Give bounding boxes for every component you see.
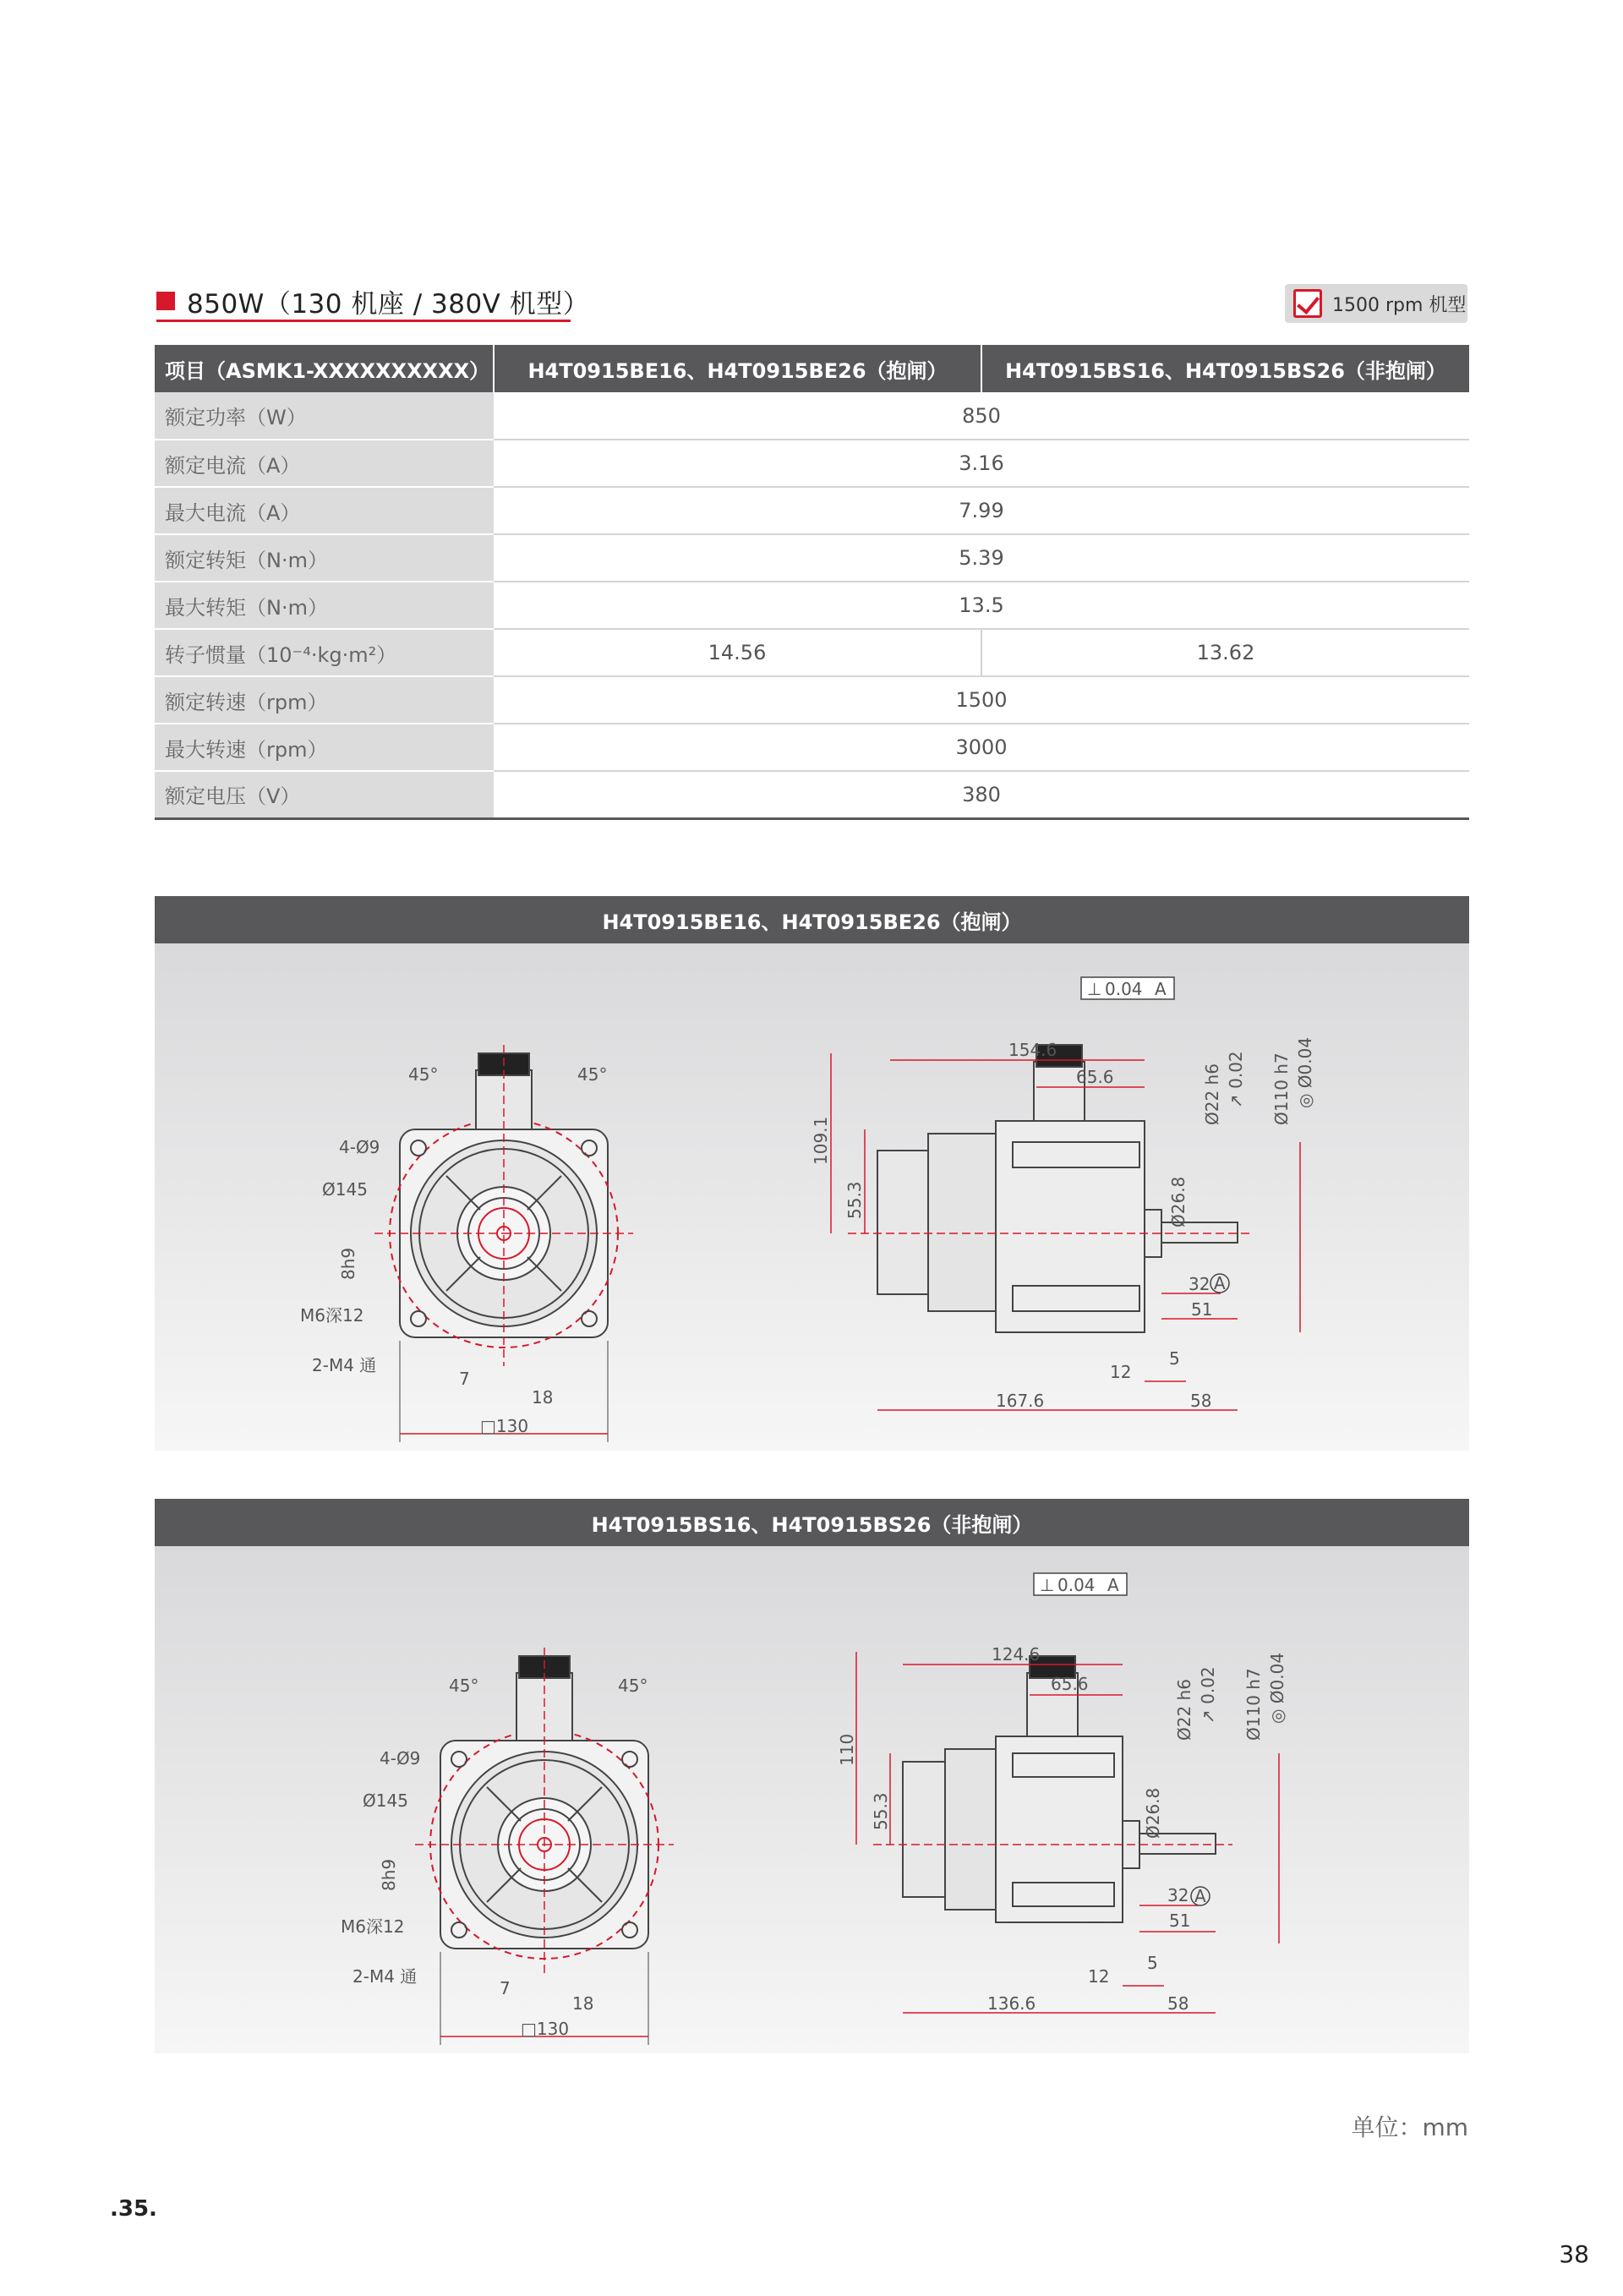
row-label: 最大转速（rpm） xyxy=(155,724,494,771)
side-runout: ↗ 0.02 xyxy=(1226,1051,1246,1108)
front-d18: 18 xyxy=(572,1993,594,2014)
row-value: 1500 xyxy=(494,676,1469,724)
diagram-brake xyxy=(155,896,1469,1451)
diagram-nobrake xyxy=(155,1499,1469,2053)
side-datum-circle: A xyxy=(1214,1273,1226,1293)
side-body-len: 136.6 xyxy=(987,1993,1036,2014)
diagram-nobrake-drawing xyxy=(155,1546,1469,2053)
side-runout: ↗ 0.02 xyxy=(1198,1666,1218,1724)
row-label: 额定电流（A） xyxy=(155,440,494,487)
row-value-nobrake: 13.62 xyxy=(981,629,1469,676)
front-view xyxy=(374,1045,633,1442)
table-row xyxy=(155,771,1469,818)
side-perp-val: 0.04 xyxy=(1105,979,1143,999)
side-len-conn: 65.6 xyxy=(1051,1674,1089,1694)
side-perp: ⊥ xyxy=(1087,979,1102,999)
side-datum: A xyxy=(1155,979,1167,999)
side-datum-circle: A xyxy=(1194,1886,1206,1906)
row-label: 额定转速（rpm） xyxy=(155,676,494,724)
row-value: 7.99 xyxy=(494,487,1469,534)
front-tap: M6深12 xyxy=(341,1916,405,1937)
row-value: 3000 xyxy=(494,724,1469,771)
row-label: 额定功率（W） xyxy=(155,392,494,440)
row-value: 3.16 xyxy=(494,440,1469,487)
row-value: 850 xyxy=(494,392,1469,440)
row-value: 13.5 xyxy=(494,582,1469,629)
side-h-total: 109.1 xyxy=(811,1116,831,1165)
checkbox-icon xyxy=(1293,289,1322,318)
row-label: 额定转矩（N·m） xyxy=(155,534,494,582)
spec-table xyxy=(155,345,1469,820)
front-pilot: 8h9 xyxy=(379,1858,399,1891)
side-d5: 5 xyxy=(1147,1953,1158,1973)
side-shaft-key: Ø26.8 xyxy=(1143,1787,1163,1839)
front-d7: 7 xyxy=(500,1978,511,1998)
side-conc: ◎ Ø0.04 xyxy=(1295,1036,1315,1108)
title-marker-icon xyxy=(156,292,175,310)
side-h-half: 55.3 xyxy=(844,1181,865,1219)
row-value: 5.39 xyxy=(494,534,1469,582)
front-pcd: Ø145 xyxy=(322,1179,368,1200)
side-body-len: 167.6 xyxy=(996,1391,1045,1411)
side-shaft-key: Ø26.8 xyxy=(1168,1176,1189,1227)
side-view xyxy=(856,1573,1279,2013)
rpm-badge-text: 1500 rpm 机型 xyxy=(1332,294,1467,316)
side-view xyxy=(831,977,1300,1410)
row-label: 转子惯量（10⁻⁴·kg·m²） xyxy=(155,629,494,676)
diagram-brake-panel xyxy=(155,943,1469,1451)
diagram-brake-drawing xyxy=(155,943,1469,1451)
table-row xyxy=(155,629,1469,676)
diagram-nobrake-panel xyxy=(155,1546,1469,2053)
diagram-nobrake-title: H4T0915BS16、H4T0915BS26（非抱闸） xyxy=(155,1499,1469,1546)
title-underline xyxy=(156,320,571,322)
side-h-half: 55.3 xyxy=(871,1792,891,1830)
side-shaft-d: Ø22 h6 xyxy=(1174,1679,1194,1741)
row-label: 最大电流（A） xyxy=(155,487,494,534)
side-shaft-len: 51 xyxy=(1191,1299,1213,1320)
spec-table-header xyxy=(155,345,1469,392)
front-d18: 18 xyxy=(532,1387,554,1408)
side-datum: A xyxy=(1107,1575,1119,1595)
table-row xyxy=(155,392,1469,440)
front-holes: 4-Ø9 xyxy=(380,1748,421,1768)
side-conc: ◎ Ø0.04 xyxy=(1267,1652,1287,1724)
side-key-len: 32 xyxy=(1167,1885,1189,1905)
side-shaft-len: 51 xyxy=(1169,1911,1191,1931)
spec-header-item: 项目（ASMK1-XXXXXXXXXX） xyxy=(155,345,494,392)
side-flange-d: Ø110 h7 xyxy=(1243,1668,1264,1741)
side-d12: 12 xyxy=(1110,1362,1132,1382)
side-d58: 58 xyxy=(1190,1391,1212,1411)
side-perp: ⊥ xyxy=(1040,1575,1055,1595)
unit-label: 单位：mm xyxy=(1351,2113,1468,2141)
side-h-total: 110 xyxy=(837,1733,857,1766)
side-d58: 58 xyxy=(1167,1993,1189,2014)
front-angle-right: 45° xyxy=(618,1676,648,1696)
front-tap: M6深12 xyxy=(300,1305,364,1326)
row-value-brake: 14.56 xyxy=(494,629,981,676)
row-label: 额定电压（V） xyxy=(155,771,494,818)
front-angle-left: 45° xyxy=(449,1676,479,1696)
front-square: □130 xyxy=(480,1416,529,1436)
diagram-brake-title: H4T0915BE16、H4T0915BE26（抱闸） xyxy=(155,896,1469,943)
front-m4: 2-M4 通 xyxy=(312,1355,377,1375)
side-key-len: 32 xyxy=(1189,1274,1210,1294)
front-view xyxy=(415,1648,674,2045)
table-row xyxy=(155,582,1469,629)
side-len-conn: 65.6 xyxy=(1076,1067,1114,1087)
spec-header-nobrake: H4T0915BS16、H4T0915BS26（非抱闸） xyxy=(981,345,1469,392)
side-flange-d: Ø110 h7 xyxy=(1271,1052,1292,1125)
table-row xyxy=(155,676,1469,724)
side-d12: 12 xyxy=(1088,1966,1110,1987)
section-title xyxy=(156,281,589,321)
table-row xyxy=(155,724,1469,771)
front-m4: 2-M4 通 xyxy=(352,1966,418,1987)
front-angle-right: 45° xyxy=(577,1064,608,1085)
side-d5: 5 xyxy=(1169,1348,1180,1369)
front-angle-left: 45° xyxy=(408,1064,439,1085)
table-row xyxy=(155,534,1469,582)
front-pilot: 8h9 xyxy=(338,1247,358,1280)
side-len-total: 154.6 xyxy=(1008,1040,1057,1060)
side-perp-val: 0.04 xyxy=(1057,1575,1096,1595)
rpm-badge xyxy=(1285,284,1467,323)
side-shaft-d: Ø22 h6 xyxy=(1202,1063,1222,1125)
page-number-left: .35. xyxy=(110,2196,157,2222)
front-square: □130 xyxy=(521,2019,570,2039)
section-title-text: 850W（130 机座 / 380V 机型） xyxy=(187,288,590,320)
side-len-total: 124.6 xyxy=(992,1644,1041,1665)
page-number-right: 38 xyxy=(1559,2240,1589,2268)
front-d7: 7 xyxy=(459,1369,470,1389)
table-row xyxy=(155,440,1469,487)
front-holes: 4-Ø9 xyxy=(339,1137,380,1157)
row-label: 最大转矩（N·m） xyxy=(155,582,494,629)
table-row xyxy=(155,487,1469,534)
front-pcd: Ø145 xyxy=(363,1790,408,1811)
row-value: 380 xyxy=(494,771,1469,818)
spec-header-brake: H4T0915BE16、H4T0915BE26（抱闸） xyxy=(494,345,981,392)
